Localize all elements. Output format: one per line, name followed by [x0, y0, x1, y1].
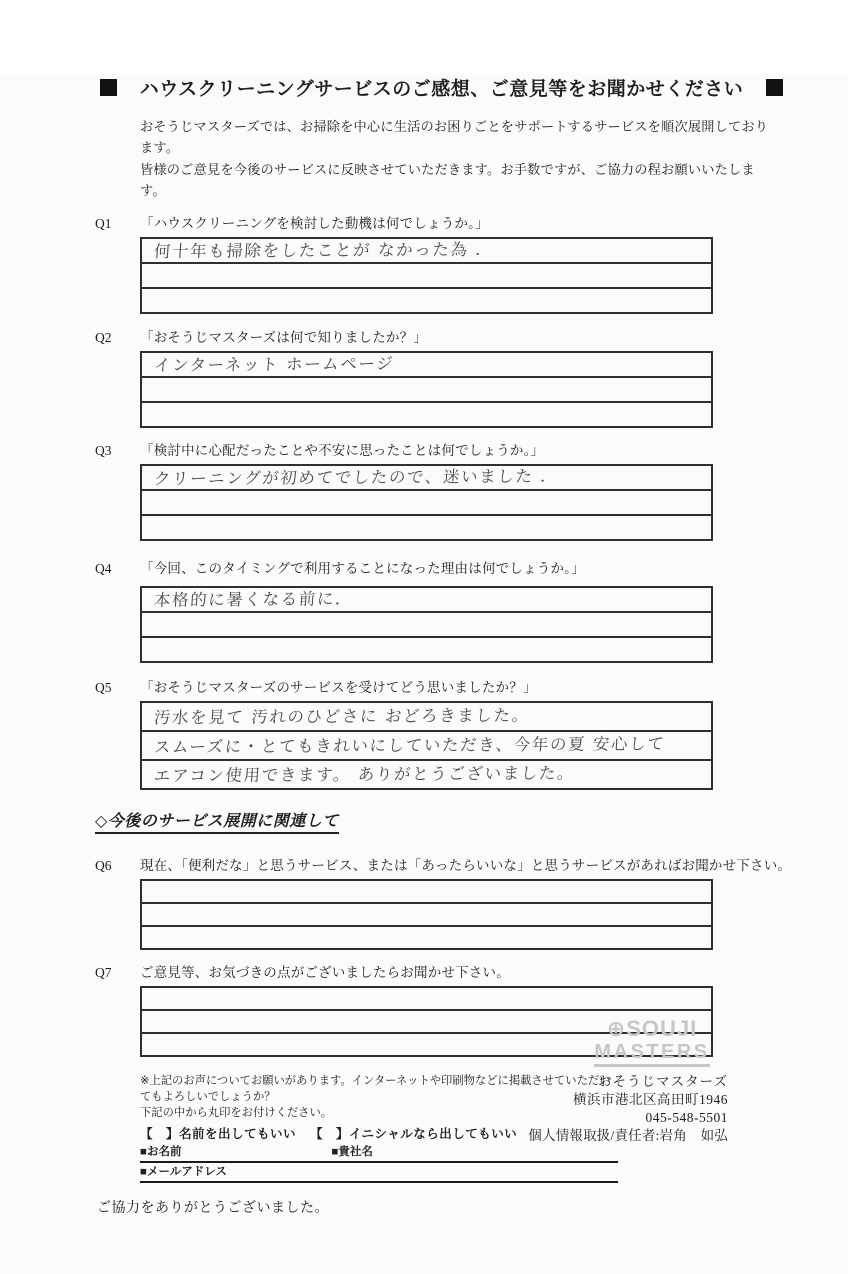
answer-box-q3[interactable]: [140, 464, 713, 541]
answer-row: [142, 730, 711, 759]
question-number-q4: Q4: [95, 560, 112, 576]
title-square-left-icon: [100, 79, 117, 96]
intro-text: [140, 116, 770, 202]
answer-row: [142, 353, 711, 376]
answer-row: [142, 988, 711, 1009]
consent-option-name-label: 名前を出してもいい: [179, 1126, 297, 1141]
handwritten-answer-q1: 何十年も掃除をしたことが なかった為 ．: [153, 239, 495, 261]
company-name: おそうじマスターズ: [598, 1074, 728, 1089]
question-label-q5: 「おそうじマスターズのサービスを受けてどう思いましたか？」: [140, 679, 537, 695]
question-label-q1: 「ハウスクリーニングを検討した動機は何でしょうか。」: [140, 215, 489, 231]
answer-row: [142, 925, 711, 948]
handwritten-answer-q2: インターネット ホームページ: [153, 353, 395, 375]
logo-line-1: ⊕SOUJI: [606, 1016, 698, 1041]
title-square-right-icon: [766, 79, 783, 96]
answer-box-q6[interactable]: [140, 879, 713, 950]
answer-row: [142, 376, 711, 401]
email-field-label: ■メールアドレス: [140, 1166, 227, 1179]
question-number-q1: Q1: [95, 215, 112, 231]
privacy-officer: 個人情報取扱/責任者:岩角 如弘: [528, 1128, 728, 1144]
osouji-masters-logo: [516, 1018, 728, 1067]
answer-box-q5[interactable]: [140, 701, 713, 790]
question-label-q6: 現在、「便利だな」と思うサービス、または「あったらいいな」と思うサービスがあればお聞かせ下さい。: [140, 857, 792, 873]
logo-line-2: MASTERS: [594, 1042, 709, 1067]
question-number-q5: Q5: [95, 679, 112, 695]
answer-row: [142, 262, 711, 287]
intro-line-1: おそうじマスターズでは、お掃除を中心に生活のお困りごとをサポートするサービスを順次展開しております。: [140, 119, 769, 156]
question-label-q4: 「今回、このタイミングで利用することになった理由は何でしょうか。」: [140, 560, 585, 576]
question-label-q7: ご意見等、お気づきの点がございましたらお聞かせ下さい。: [140, 964, 510, 980]
email-field[interactable]: [140, 1163, 618, 1183]
question-label-q2: 「おそうじマスターズは何で知りましたか？」: [140, 329, 428, 345]
name-company-field[interactable]: [140, 1143, 618, 1163]
consent-option-initial-label: イニシャルなら出してもいい: [349, 1126, 518, 1141]
handwritten-answer-q5-line2: スムーズに・とてもきれいにしていただき、今年の夏 安心して: [153, 733, 667, 757]
answer-box-q4[interactable]: [140, 586, 713, 663]
survey-form-page: [0, 74, 848, 1274]
answer-row: [142, 401, 711, 426]
answer-row: [142, 881, 711, 902]
question-number-q3: Q3: [95, 442, 112, 458]
company-address: 横浜市港北区高田町1946: [573, 1091, 728, 1107]
answer-box-q2[interactable]: [140, 351, 713, 428]
answer-row: [142, 239, 711, 262]
answer-row: [142, 759, 711, 788]
answer-row: [142, 489, 711, 514]
answer-row: [142, 466, 711, 489]
consent-checkbox-initial[interactable]: 【 】: [310, 1126, 350, 1141]
answer-box-q1[interactable]: [140, 237, 713, 314]
consent-note-line1: ※上記のお声についてお願いがあります。インターネットや印刷物などに掲載させていただいてもよろしいでしょうか？: [140, 1074, 611, 1103]
name-field-label: ■お名前: [140, 1146, 182, 1159]
page-title: ハウスクリーニングサービスのご感想、ご意見等をお聞かせください: [139, 79, 744, 100]
thanks-message: ご協力をありがとうございました。: [97, 1198, 329, 1215]
handwritten-answer-q5-line1: 汚水を見て 汚れのひどさに おどろきました。: [153, 705, 531, 727]
question-label-q3: 「検討中に心配だったことや不安に思ったことは何でしょうか。」: [140, 442, 545, 458]
handwritten-answer-q4: 本格的に暑くなる前に．: [153, 588, 354, 610]
answer-row: [142, 902, 711, 925]
question-number-q7: Q7: [95, 964, 112, 980]
answer-row: [142, 588, 711, 611]
answer-row: [142, 703, 711, 730]
page-title-row: [100, 74, 783, 101]
company-phone: 045-548-5501: [645, 1109, 728, 1125]
company-info-block: [516, 1018, 728, 1145]
answer-row: [142, 611, 711, 636]
answer-row: [142, 514, 711, 539]
answer-row: [142, 287, 711, 312]
handwritten-answer-q5-line3: エアコン使用できます。 ありがとうございました。: [153, 763, 576, 785]
question-block-q5: [0, 676, 848, 790]
question-number-q6: Q6: [95, 857, 112, 873]
intro-line-2: 皆様のご意見を今後のサービスに反映させていただきます。お手数ですが、ご協力の程お願いいたします。: [140, 161, 755, 199]
question-block-q3: [0, 439, 848, 541]
question-block-q2: [0, 326, 848, 428]
question-block-q4: [0, 557, 848, 663]
question-block-q1: [0, 212, 848, 314]
consent-note-line2: 下記の中から丸印をお付けください。: [140, 1107, 333, 1120]
handwritten-answer-q3: クリーニングが初めてでしたので、迷いました ．: [153, 466, 560, 488]
consent-checkbox-name[interactable]: 【 】: [140, 1126, 180, 1141]
section-header: ◇今後のサービス展開に関連して: [95, 808, 339, 834]
answer-row: [142, 636, 711, 661]
question-number-q2: Q2: [95, 329, 112, 345]
question-block-q6: [0, 854, 848, 950]
company-field-label: ■貴社名: [331, 1146, 373, 1159]
